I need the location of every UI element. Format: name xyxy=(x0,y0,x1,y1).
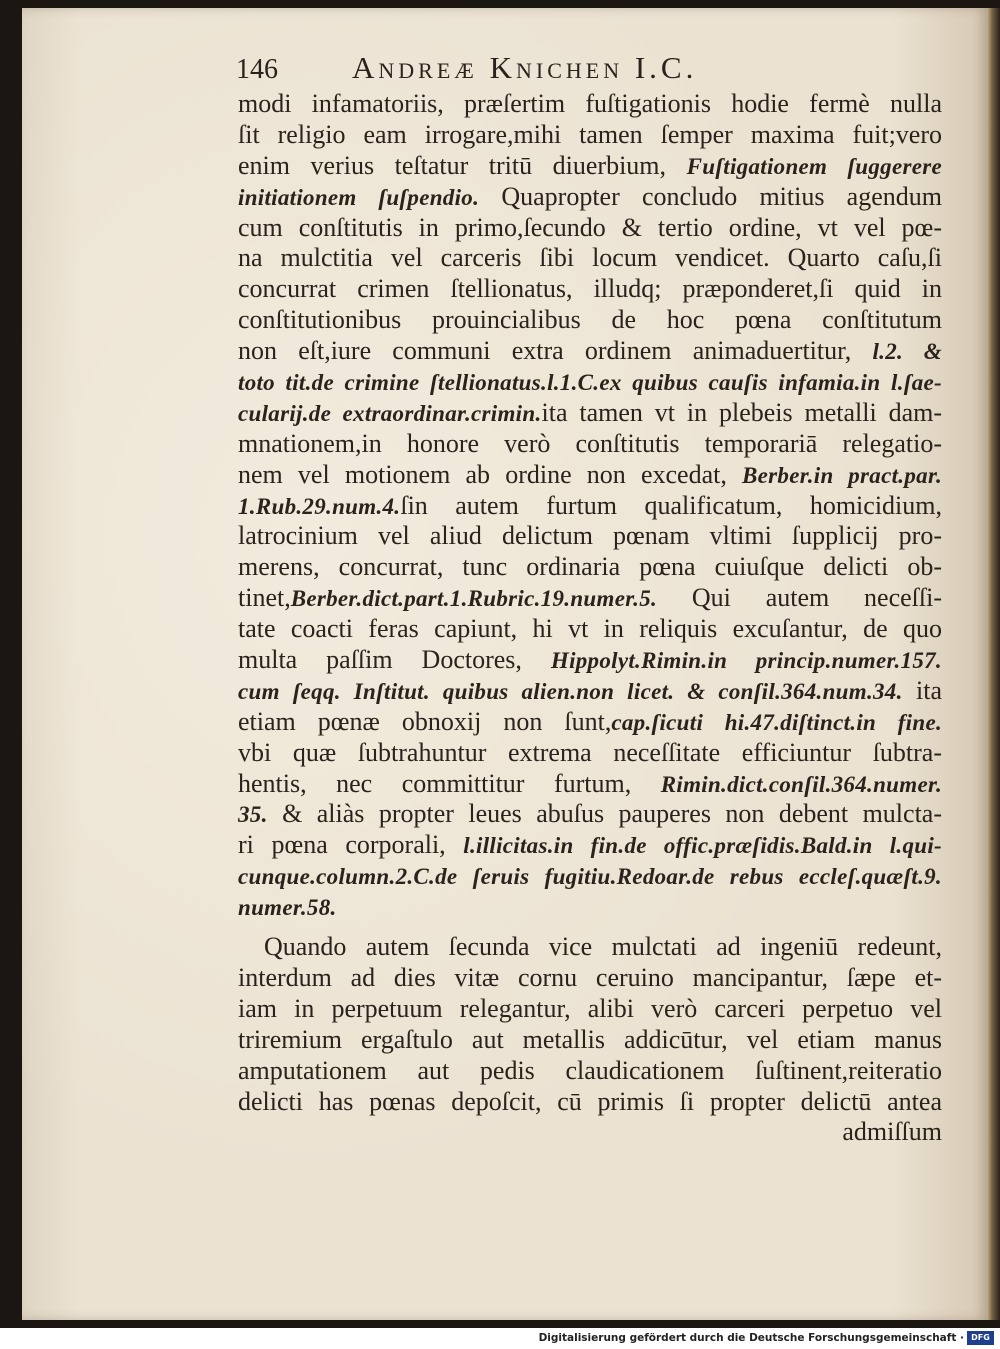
line-text: etiam pœnæ obnoxij non ſunt, xyxy=(238,706,612,736)
text-line xyxy=(238,861,942,892)
line-text: amputationem aut pedis claudicationem ſuſtinent,reiteratio xyxy=(238,1055,942,1085)
citation-text: Berber.in pract.par. xyxy=(742,462,942,488)
line-text: hentis, nec committitur furtum, xyxy=(238,768,661,798)
citation-text: cap.ſicuti hi.47.diſtinct.in fine. xyxy=(611,709,942,735)
text-line xyxy=(238,151,942,182)
running-head: Andreæ Knichen I.C. xyxy=(352,50,698,85)
line-text: merens, concurrat, tunc ordinaria pœna cuiuſque delicti ob- xyxy=(238,552,942,582)
citation-text: Hippolyt.Rimin.in princip.numer.157. xyxy=(550,648,942,674)
citation-text: cularij.de extraordinar.crimin. xyxy=(238,400,542,426)
citation-text: Berber.dict.part.1.Rubric.19.numer.5. xyxy=(290,586,658,612)
text-line xyxy=(238,429,942,460)
text-line xyxy=(238,707,942,738)
line-text: nem vel motionem ab ordine non excedat, xyxy=(238,459,743,489)
text-line xyxy=(238,932,942,963)
text-line xyxy=(238,892,942,923)
citation-text: numer.58. xyxy=(238,895,337,921)
line-text: Qui autem neceſſi- xyxy=(657,583,942,613)
line-text: ita xyxy=(902,675,942,705)
text-line xyxy=(238,89,942,120)
text-line xyxy=(238,963,942,994)
line-text: cum conſtitutis in primo,ſecundo & tertio ordine, vt vel pœ- xyxy=(238,212,942,242)
line-text: ri pœna corporali, xyxy=(238,830,464,860)
line-text: delicti has pœnas depoſcit, cū primis ſi propter delictū antea xyxy=(238,1086,942,1116)
line-text: Quapropter concludo mitius agendum xyxy=(479,181,942,211)
line-text: & aliàs propter leues abuſus pauperes non debent mulcta- xyxy=(267,799,942,829)
citation-text: toto tit.de crimine ſtellionatus.l.1.C.ex quibus cauſis infamia.in l.ſae- xyxy=(238,370,942,396)
text-line xyxy=(238,645,942,676)
line-text: tate coacti feras capiunt, hi vt in reliquis excuſantur, de quo xyxy=(238,614,942,644)
text-line xyxy=(238,213,942,244)
citation-text: cunque.column.2.C.de ſeruis fugitiu.Redoar.de rebus eccleſ.quæſt.9. xyxy=(238,864,942,890)
text-line xyxy=(238,243,942,274)
line-text: latrocinium vel aliud delictum pœnam vltimi ſupplicij pro- xyxy=(238,521,942,551)
citation-text: cum ſeqq. Inſtitut. quibus alien.non licet. & conſil.364.num.34. xyxy=(238,678,903,704)
body-text xyxy=(238,89,942,1148)
text-line xyxy=(238,830,942,861)
text-line xyxy=(238,552,942,583)
catchword xyxy=(238,1117,942,1148)
funding-credit: Digitalisierung gefördert durch die Deutsche Forschungsgemeinschaft · xyxy=(538,1332,964,1344)
page-edge xyxy=(988,8,1000,1320)
line-text: vbi quæ ſubtrahuntur extrema neceſſitate efficiuntur ſubtra- xyxy=(238,737,942,767)
text-line xyxy=(238,521,942,552)
line-text: multa paſſim Doctores, xyxy=(238,645,551,675)
citation-text: Rimin.dict.conſil.364.numer. xyxy=(660,771,942,797)
text-line xyxy=(238,491,942,522)
line-text: Quando autem ſecunda vice mulctati ad ingeniū redeunt, xyxy=(264,932,942,962)
line-text: tinet, xyxy=(238,583,291,613)
citation-text: Fuſtigationem ſuggerere xyxy=(686,153,942,179)
page-header xyxy=(236,50,836,90)
line-text: na mulctitia vel carceris ſibi locum vendicet. Quarto caſu,ſi xyxy=(238,243,942,273)
paragraph-gap xyxy=(238,923,942,932)
line-text: interdum ad dies vitæ cornu ceruino mancipantur, ſæpe et- xyxy=(238,962,942,992)
citation-text: 1.Rub.29.num.4. xyxy=(238,493,401,519)
citation-text: initiationem ſuſpendio. xyxy=(238,184,480,210)
dfg-logo-icon: DFG xyxy=(967,1331,994,1345)
text-line xyxy=(238,1025,942,1056)
text-line xyxy=(238,583,942,614)
text-line xyxy=(238,769,942,800)
citation-text: 35. xyxy=(238,802,268,828)
text-line xyxy=(238,994,942,1025)
line-text: mnationem,in honore verò conſtitutis temporariā relegatio- xyxy=(238,428,942,458)
line-text: non eſt,iure communi extra ordinem animaduertitur, xyxy=(238,336,873,366)
text-line xyxy=(238,367,942,398)
text-line xyxy=(238,182,942,213)
text-line xyxy=(238,460,942,491)
citation-text: l.illicitas.in fin.de offic.præſidis.Bald.in l.qui- xyxy=(463,833,942,859)
line-text: ſit religio eam irrogare,mihi tamen ſemper maxima fuit;vero xyxy=(238,119,942,149)
text-line xyxy=(238,1087,942,1118)
line-text: enim verius teſtatur tritū diuerbium, xyxy=(238,150,687,180)
text-line xyxy=(238,614,942,645)
text-line xyxy=(238,676,942,707)
citation-text: l.2. & xyxy=(872,339,942,365)
footer-bar xyxy=(0,1328,1000,1349)
line-text: admiſſum xyxy=(842,1117,942,1147)
text-line xyxy=(238,336,942,367)
line-text: iam in perpetuum relegantur, alibi verò carceri perpetuo vel xyxy=(238,993,942,1023)
text-line xyxy=(238,305,942,336)
text-line xyxy=(238,274,942,305)
line-text: ſin autem furtum qualificatum, homicidium, xyxy=(400,490,942,520)
line-text: ita tamen vt in plebeis metalli dam- xyxy=(541,397,942,427)
text-line xyxy=(238,1056,942,1087)
page-number: 146 xyxy=(236,54,278,85)
text-line xyxy=(238,799,942,830)
text-line xyxy=(238,738,942,769)
line-text: concurrat crimen ſtellionatus, illudq; præponderet,ſi quid in xyxy=(238,274,942,304)
text-line xyxy=(238,398,942,429)
line-text: modi infamatoriis, præſertim fuſtigationis hodie fermè nulla xyxy=(238,89,942,118)
line-text: triremium ergaſtulo aut metallis addicūtur, vel etiam manus xyxy=(238,1024,942,1054)
text-line xyxy=(238,120,942,151)
line-text: conſtitutionibus prouincialibus de hoc pœna conſtitutum xyxy=(238,305,942,335)
